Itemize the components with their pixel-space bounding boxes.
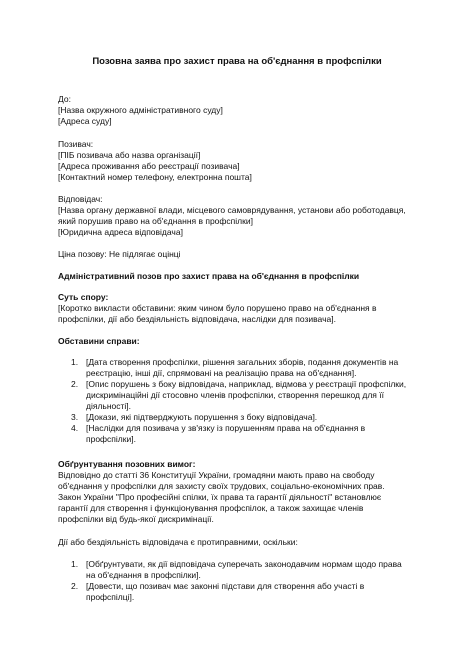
circumstances-heading: Обставини справи: [58,336,140,346]
claim-price: Ціна позову: Не підлягає оцінці [58,249,181,259]
circumstances-list [58,357,417,445]
item-line: на об'єднання в профспілки]. [86,570,201,580]
item-line: [Дата створення профспілки, рішення загальних зборів, подання документів на [86,357,399,367]
item-line: [Довести, що позивач має законні підстави для створення або участі в [86,581,365,591]
item-number: 2. [71,379,79,389]
list-item [58,379,417,412]
grounds-line-2: об'єднання у профспілки для захисту своїх трудових, соціально-економічних прав. [58,481,385,491]
list-item [58,581,417,603]
item-line: [Докази, які підтверджують порушення з боку відповідача]. [86,412,318,422]
item-line: профспілці]. [86,592,135,602]
defendant-section [58,194,417,238]
item-line: реєстрацію, інші дії, спрямовані на реалізацію права на об'єднання]. [86,368,357,378]
grounds-line-1: Відповідно до статті 36 Конституції України, громадяни мають право на свободу [58,470,375,480]
claim-subtitle: Адміністративний позов про захист права на об'єднання в профспілки [58,271,360,281]
to-label: До: [58,94,71,104]
unlawful-statement: Дії або бездіяльність відповідача є протиправними, оскільки: [58,537,298,547]
item-number: 1. [71,357,79,367]
grounds-section [58,459,417,525]
grounds-heading: Обґрунтування позовних вимог: [58,459,196,469]
reasons-section [58,559,417,603]
defendant-label: Відповідач: [58,194,103,204]
item-line: дискримінаційні дії стосовно членів профспілки, створення перешкод для її [86,390,384,400]
document-title: Позовна заява про захист права на об'єднання в профспілки [92,56,382,67]
list-item [58,423,417,445]
item-line: [Опис порушень з боку відповідача, наприклад, відмова у реєстрації профспілки, [86,379,407,389]
plaintiff-name: [ПІБ позивача або назва організації] [58,150,201,160]
grounds-line-4: гарантії для створення і функціонування профспілок, а також захищає членів [58,503,364,513]
court-address: [Адреса суду] [58,116,112,126]
list-item [58,357,417,379]
item-line: [Обґрунтувати, як дії відповідача суперечать законодавчим нормам щодо права [86,559,402,569]
grounds-line-5: профспілки від будь-якої дискримінації. [58,514,214,524]
plaintiff-label: Позивач: [58,139,94,149]
item-number: 3. [71,412,79,422]
list-item [58,412,417,423]
plaintiff-address: [Адреса проживання або реєстрації позивача] [58,161,240,171]
grounds-line-3: Закон України "Про професійні спілки, їх права та гарантії діяльності" встановлює [58,492,382,502]
item-line: [Наслідки для позивача у зв'язку із порушенням права на об'єднання в [86,423,366,433]
item-number: 4. [71,423,79,433]
essence-line-2: профспілки, дії або бездіяльність відповідача, наслідки для позивача]. [58,314,336,324]
plaintiff-section [58,139,417,183]
defendant-name-cont: який порушив право на об'єднання в профспілки] [58,216,253,226]
essence-line-1: [Коротко викласти обставини: яким чином було порушено право на об'єднання в [58,303,377,313]
circumstances-section [58,336,417,445]
plaintiff-contacts: [Контактний номер телефону, електронна пошта] [58,172,252,182]
essence-section [58,292,417,325]
list-item [58,559,417,581]
item-line: діяльності]. [86,401,132,411]
item-number: 2. [71,581,79,591]
essence-heading: Суть спору: [58,292,109,302]
defendant-address: [Юридична адреса відповідача] [58,227,183,237]
item-number: 1. [71,559,79,569]
to-section [58,94,417,127]
item-line: профспілки]. [86,434,136,444]
defendant-name: [Назва органу державної влади, місцевого самоврядування, установи або роботодавця, [58,205,406,215]
court-name: [Назва окружного адміністративного суду] [58,105,223,115]
reasons-list [58,559,417,603]
